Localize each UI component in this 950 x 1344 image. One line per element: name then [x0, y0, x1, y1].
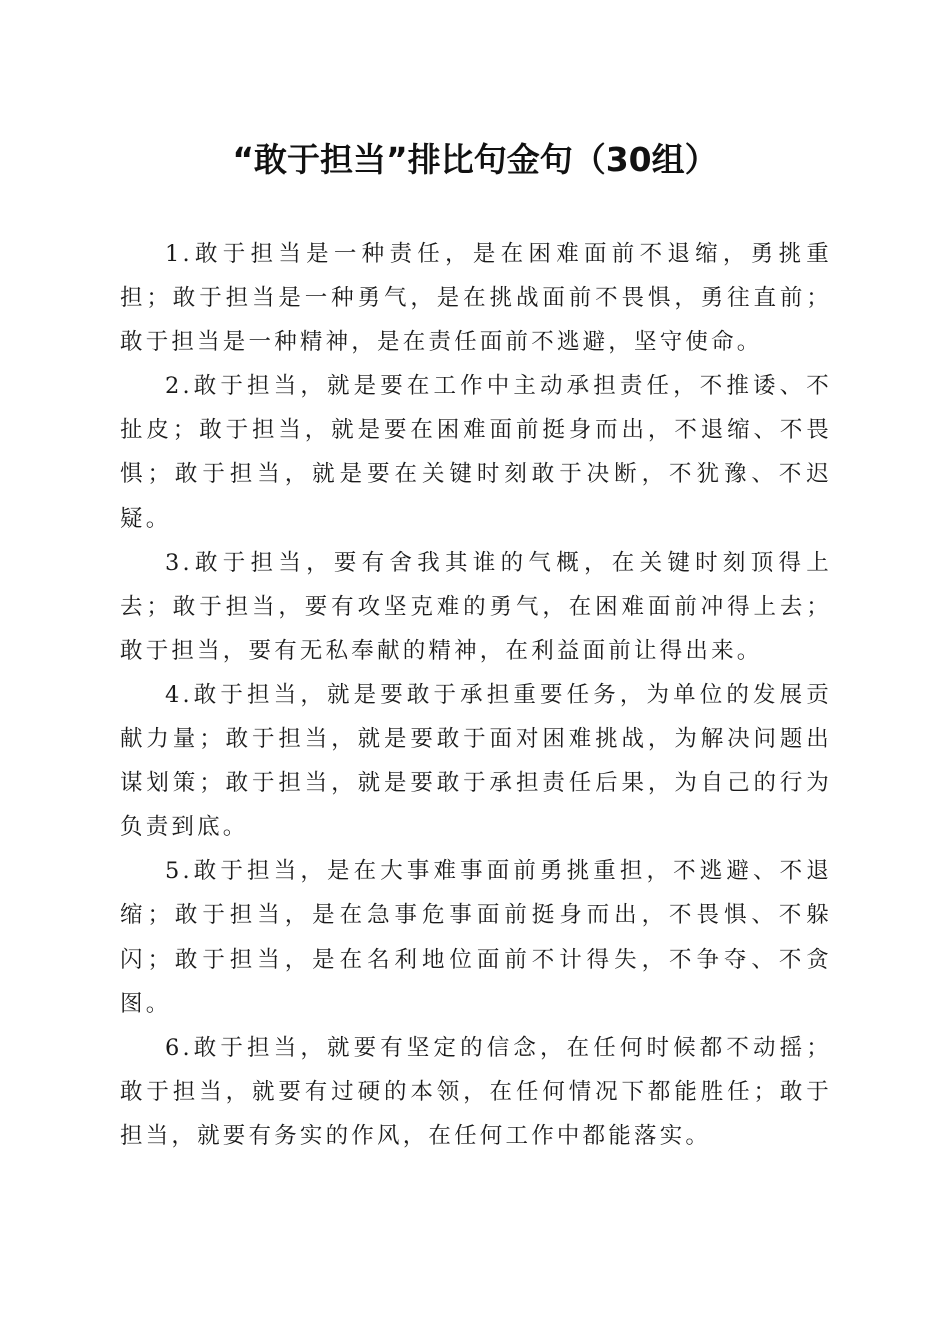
paragraph-6: 6.敢于担当，就要有坚定的信念，在任何时候都不动摇；敢于担当，就要有过硬的本领，在任何情况下都能胜任；敢于担当，就要有务实的作风，在任何工作中都能落实。 — [120, 1034, 832, 1149]
document-body — [120, 232, 832, 1158]
document-title: “敢于担当”排比句金句（30组） — [232, 140, 718, 179]
paragraph-3: 3.敢于担当，要有舍我其谁的气概，在关键时刻顶得上去；敢于担当，要有攻坚克难的勇气，在困难面前冲得上去；敢于担当，要有无私奉献的精神，在利益面前让得出来。 — [120, 549, 832, 664]
paragraph-4: 4.敢于担当，就是要敢于承担重要任务，为单位的发展贡献力量；敢于担当，就是要敢于面对困难挑战，为解决问题出谋划策；敢于担当，就是要敢于承担责任后果，为自己的行为负责到底。 — [120, 681, 832, 841]
paragraph-1: 1.敢于担当是一种责任，是在困难面前不退缩，勇挑重担；敢于担当是一种勇气，是在挑战面前不畏惧，勇往直前；敢于担当是一种精神，是在责任面前不逃避，坚守使命。 — [120, 241, 832, 356]
paragraph-2: 2.敢于担当，就是要在工作中主动承担责任，不推诿、不扯皮；敢于担当，就是要在困难面前挺身而出，不退缩、不畏惧；敢于担当，就是要在关键时刻敢于决断，不犹豫、不迟疑。 — [120, 373, 832, 532]
paragraph-5: 5.敢于担当，是在大事难事面前勇挑重担，不逃避、不退缩；敢于担当，是在急事危事面前挺身而出，不畏惧、不躲闪；敢于担当，是在名利地位面前不计得失，不争夺、不贪图。 — [120, 858, 832, 1017]
